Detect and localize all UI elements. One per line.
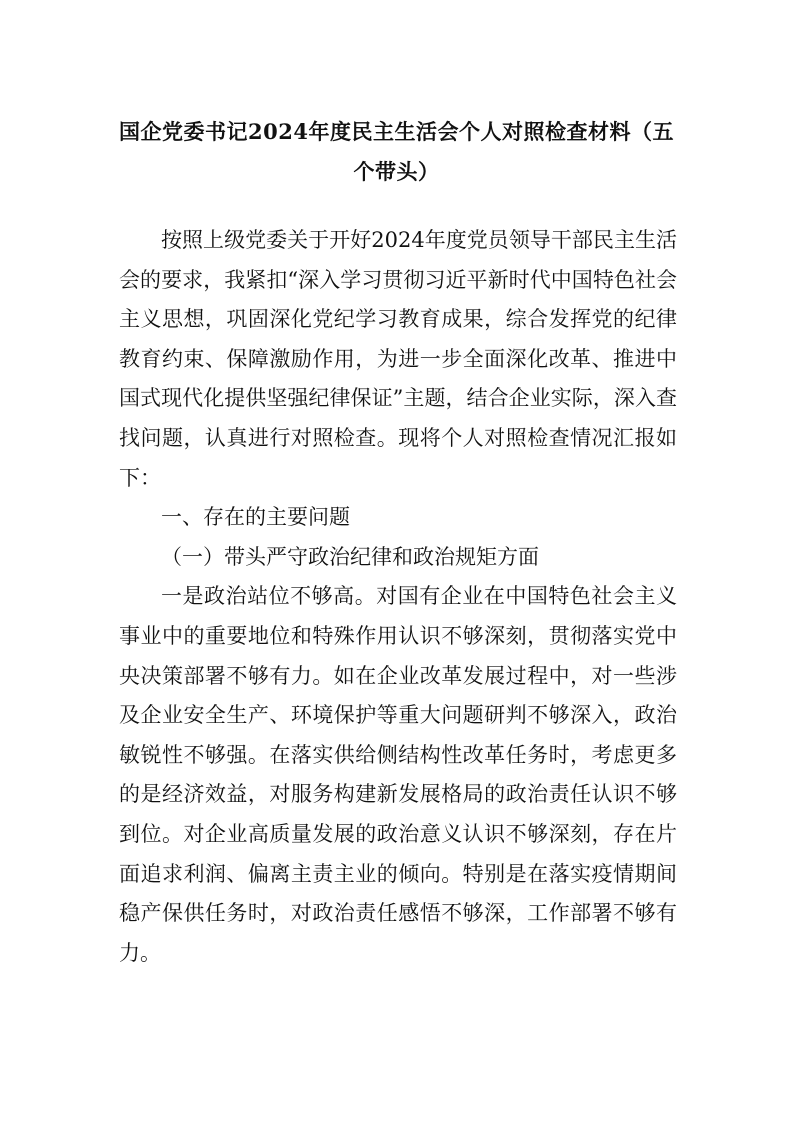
subsection-heading: （一）带头严守政治纪律和政治规矩方面 xyxy=(161,544,539,569)
section-heading: 一、存在的主要问题 xyxy=(161,505,350,530)
document-title: 国企党委书记2024年度民主生活会个人对照检查材料（五个带头） xyxy=(119,119,674,184)
content-paragraph: 一是政治站位不够高。对国有企业在中国特色社会主义事业中的重要地位和特殊作用认识不够深刻，贯彻落实党中央决策部署不够有力。如在企业改革发展过程中，对一些涉及企业安全生产、环境保护等重大问题研判不够深入，政治敏锐性不够强。在落实供给侧结构性改革任务时，考虑更多的是经济效益，对服务构建新发展格局的政治责任认识不够到位。对企业高质量发展的政治意义认识不够深刻，存在片面追求利润、偏离主责主业的倾向。特别是在落实疫情期间稳产保供任务时，对政治责任感悟不够深，工作部署不够有力。 xyxy=(119,584,677,965)
intro-paragraph: 按照上级党委关于开好2024年度党员领导干部民主生活会的要求，我紧扣“深入学习贯彻习近平新时代中国特色社会主义思想，巩固深化党纪学习教育成果，综合发挥党的纪律教育约束、保障激励作用，为进一步全面深化改革、推进中国式现代化提供坚强纪律保证”主题，结合企业实际，深入查找问题，认真进行对照检查。现将个人对照检查情况汇报如下： xyxy=(119,228,677,490)
document-body xyxy=(119,221,677,973)
